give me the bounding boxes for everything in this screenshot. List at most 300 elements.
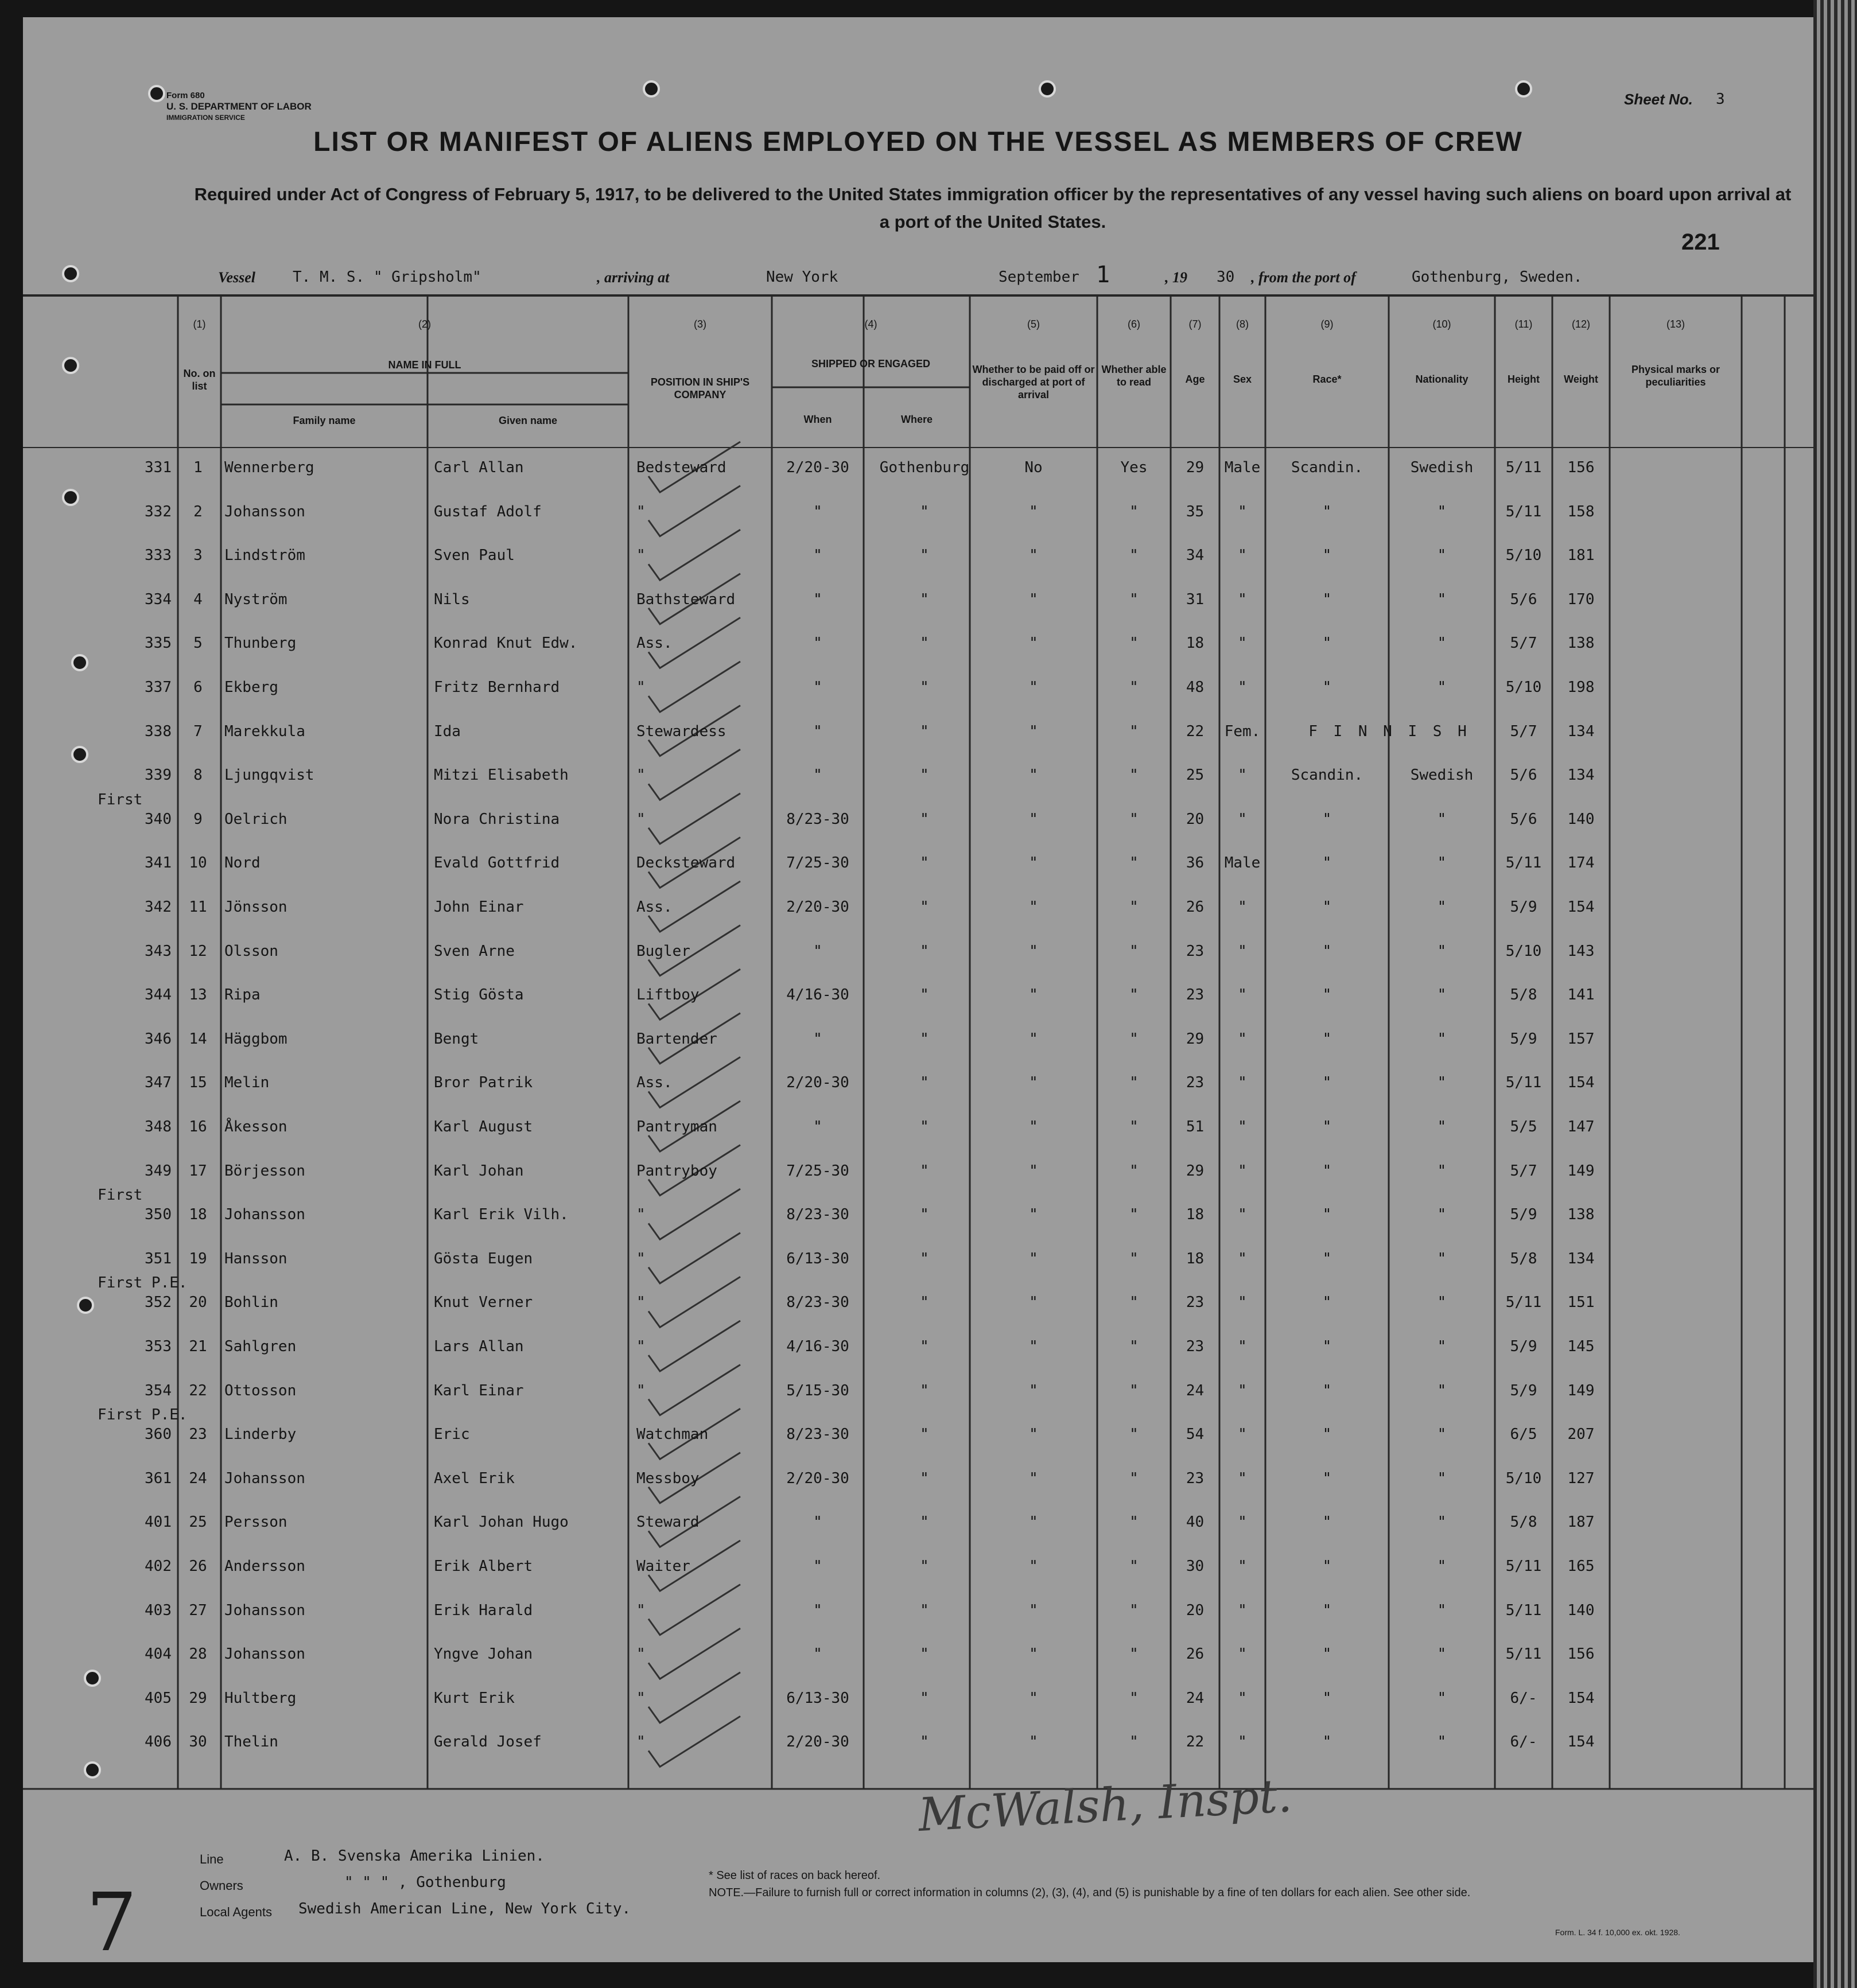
- cell-ref: 351: [145, 1250, 172, 1267]
- cell-no: 17: [189, 1162, 207, 1180]
- cell-read: ": [1129, 1558, 1139, 1575]
- cell-age: 23: [1186, 1338, 1205, 1355]
- cell-sex: ": [1238, 1689, 1247, 1707]
- cell-sex: ": [1238, 503, 1247, 520]
- cell-height: 5/10: [1505, 942, 1542, 960]
- cell-height: 6/5: [1510, 1426, 1537, 1444]
- owners-value: " " " , Gothenburg: [344, 1874, 506, 1891]
- cell-family: Melin: [224, 1074, 270, 1092]
- column-number: (6): [1128, 318, 1140, 330]
- cell-paid: ": [1029, 547, 1038, 565]
- cell-read: ": [1129, 1469, 1139, 1487]
- cell-no: 12: [189, 942, 207, 960]
- cell-weight: 157: [1567, 1030, 1595, 1048]
- cell-ref: 349: [145, 1162, 172, 1180]
- cell-no: 2: [193, 503, 203, 520]
- cell-family: Hansson: [224, 1250, 288, 1267]
- cell-nationality: Swedish: [1410, 459, 1474, 476]
- cell-weight: 127: [1567, 1469, 1595, 1487]
- cell-no: 18: [189, 1206, 207, 1224]
- cell-age: 23: [1186, 942, 1205, 960]
- cell-weight: 145: [1567, 1338, 1595, 1355]
- line-label: Line: [200, 1852, 224, 1866]
- cell-nationality: ": [1437, 1118, 1447, 1135]
- cell-family: Häggbom: [224, 1030, 288, 1048]
- cell-position: Ass.: [636, 1074, 673, 1092]
- cell-ref: 350: [145, 1206, 172, 1224]
- cell-family: Marekkula: [224, 722, 305, 740]
- cell-age: 54: [1186, 1426, 1205, 1444]
- cell-when: 7/25-30: [786, 854, 849, 872]
- cell-position: Pantryboy: [636, 1162, 717, 1180]
- cell-where: ": [920, 898, 929, 916]
- cell-position: ": [636, 1645, 646, 1663]
- cell-race: ": [1322, 1733, 1332, 1751]
- cell-given: Kurt Erik: [434, 1689, 515, 1707]
- cell-paid: ": [1029, 635, 1038, 652]
- cell-no: 28: [189, 1645, 207, 1663]
- cell-read: ": [1129, 1294, 1139, 1312]
- sheet-number-label: Sheet No.: [1624, 91, 1693, 108]
- cell-where: ": [920, 1294, 929, 1312]
- cell-height: 5/11: [1505, 854, 1542, 872]
- vessel-name: T. M. S. " Gripsholm": [293, 269, 481, 286]
- cell-when: ": [813, 590, 822, 608]
- cell-position: ": [636, 1601, 646, 1619]
- cell-no: 3: [193, 547, 203, 565]
- cell-paid: ": [1029, 1645, 1038, 1663]
- cell-given: Knut Verner: [434, 1294, 533, 1312]
- cell-family: Andersson: [224, 1558, 305, 1575]
- cell-height: 5/11: [1505, 1294, 1542, 1312]
- cell-where: ": [920, 1645, 929, 1663]
- cell-ref: 331: [145, 459, 172, 476]
- cell-when: ": [813, 1558, 822, 1575]
- cell-given: Nils: [434, 590, 470, 608]
- header-when: When: [803, 414, 832, 425]
- cell-given: Sven Paul: [434, 547, 515, 565]
- cell-race: ": [1322, 1074, 1332, 1092]
- cell-family: Wennerberg: [224, 459, 314, 476]
- cell-no: 1: [193, 459, 203, 476]
- cell-ref: 405: [145, 1689, 172, 1707]
- cell-sex: Fem.: [1224, 722, 1261, 740]
- cell-where: Gothenburg: [879, 459, 970, 476]
- cell-race: ": [1322, 590, 1332, 608]
- cell-position: Bartender: [636, 1030, 717, 1048]
- cell-paid: ": [1029, 1469, 1038, 1487]
- header-height: Height: [1508, 374, 1540, 385]
- header-paid-off: Whether to be paid off or discharged at port of arrival: [972, 364, 1095, 400]
- column-number: (11): [1514, 318, 1533, 330]
- cell-height: 5/11: [1505, 1558, 1542, 1575]
- cell-race: ": [1322, 1426, 1332, 1444]
- line-value: A. B. Svenska Amerika Linien.: [284, 1847, 545, 1865]
- cell-weight: 165: [1567, 1558, 1595, 1575]
- row-annotation: First P.E.: [98, 1406, 188, 1424]
- row-annotation: First: [98, 791, 143, 808]
- cell-height: 5/9: [1510, 1206, 1537, 1224]
- cell-family: Ripa: [224, 986, 261, 1004]
- row-annotation: First P.E.: [98, 1274, 188, 1292]
- cell-no: 15: [189, 1074, 207, 1092]
- cell-position: Waiter: [636, 1558, 690, 1575]
- cell-no: 6: [193, 679, 203, 696]
- cell-age: 25: [1186, 767, 1205, 784]
- cell-when: 7/25-30: [786, 1162, 849, 1180]
- cell-paid: ": [1029, 1206, 1038, 1224]
- cell-sex: ": [1238, 635, 1247, 652]
- cell-ref: 332: [145, 503, 172, 520]
- cell-sex: ": [1238, 1030, 1247, 1048]
- cell-weight: 156: [1567, 459, 1595, 476]
- cell-family: Thunberg: [224, 635, 297, 652]
- cell-given: Nora Christina: [434, 810, 560, 828]
- arrival-year: 30: [1217, 269, 1235, 286]
- cell-when: ": [813, 1601, 822, 1619]
- cell-race: ": [1322, 1294, 1332, 1312]
- department-name: U. S. DEPARTMENT OF LABOR: [166, 101, 312, 112]
- cell-weight: 154: [1567, 1074, 1595, 1092]
- cell-given: Karl August: [434, 1118, 533, 1135]
- cell-race: ": [1322, 1689, 1332, 1707]
- cell-ref: 337: [145, 679, 172, 696]
- cell-family: Börjesson: [224, 1162, 305, 1180]
- cell-no: 9: [193, 810, 203, 828]
- cell-height: 5/11: [1505, 1601, 1542, 1619]
- cell-read: ": [1129, 1601, 1139, 1619]
- cell-when: ": [813, 503, 822, 520]
- cell-nationality: ": [1437, 635, 1447, 652]
- cell-age: 36: [1186, 854, 1205, 872]
- cell-when: ": [813, 547, 822, 565]
- cell-paid: ": [1029, 1689, 1038, 1707]
- cell-given: Gerald Josef: [434, 1733, 542, 1751]
- cell-when: ": [813, 1645, 822, 1663]
- cell-nationality: ": [1437, 1382, 1447, 1399]
- cell-read: ": [1129, 1382, 1139, 1399]
- cell-sex: ": [1238, 590, 1247, 608]
- arrival-port: New York: [766, 269, 838, 286]
- cell-sex: ": [1238, 1558, 1247, 1575]
- cell-sex: ": [1238, 1118, 1247, 1135]
- cell-height: 5/9: [1510, 1382, 1537, 1399]
- cell-race: ": [1322, 1382, 1332, 1399]
- cell-height: 6/-: [1510, 1733, 1537, 1751]
- cell-age: 30: [1186, 1558, 1205, 1575]
- cell-weight: 134: [1567, 1250, 1595, 1267]
- arriving-label: , arriving at: [597, 269, 670, 286]
- cell-where: ": [920, 722, 929, 740]
- cell-read: ": [1129, 810, 1139, 828]
- arrival-month: September: [999, 269, 1079, 286]
- cell-where: ": [920, 1469, 929, 1487]
- cell-height: 5/7: [1510, 722, 1537, 740]
- cell-no: 25: [189, 1514, 207, 1531]
- cell-race: Scandin.: [1291, 767, 1363, 784]
- cell-where: ": [920, 1338, 929, 1355]
- header-family-name: Family name: [293, 415, 356, 426]
- page-subtitle: Required under Act of Congress of February 5, 1917, to be delivered to the United States immigration officer by the representatives of any vessel having such aliens on board upon arrival at a port of the United States.: [194, 184, 1792, 232]
- cell-where: ": [920, 986, 929, 1004]
- cell-age: 22: [1186, 1733, 1205, 1751]
- cell-paid: ": [1029, 1294, 1038, 1312]
- cell-sex: Male: [1224, 854, 1261, 872]
- cell-race: ": [1322, 942, 1332, 960]
- cell-weight: 181: [1567, 547, 1595, 565]
- cell-age: 18: [1186, 1250, 1205, 1267]
- cell-where: ": [920, 547, 929, 565]
- column-number: (10): [1432, 318, 1451, 330]
- cell-weight: 151: [1567, 1294, 1595, 1312]
- cell-height: 5/8: [1510, 986, 1537, 1004]
- cell-race: ": [1322, 679, 1332, 696]
- cell-when: ": [813, 635, 822, 652]
- cell-family: Jönsson: [224, 898, 288, 916]
- cell-nationality: Swedish: [1410, 767, 1474, 784]
- cell-no: 20: [189, 1294, 207, 1312]
- cell-ref: 404: [145, 1645, 172, 1663]
- cell-when: 4/16-30: [786, 986, 849, 1004]
- cell-family: Persson: [224, 1514, 288, 1531]
- cell-when: ": [813, 942, 822, 960]
- cell-ref: 346: [145, 1030, 172, 1048]
- cell-weight: 149: [1567, 1382, 1595, 1399]
- cell-paid: ": [1029, 810, 1038, 828]
- margin-mark: 7: [86, 1876, 138, 1970]
- cell-ref: 347: [145, 1074, 172, 1092]
- cell-no: 8: [193, 767, 203, 784]
- cell-weight: 187: [1567, 1514, 1595, 1531]
- cell-given: Mitzi Elisabeth: [434, 767, 569, 784]
- cell-age: 34: [1186, 547, 1205, 565]
- cell-read: ": [1129, 1250, 1139, 1267]
- column-number: (7): [1188, 318, 1202, 330]
- cell-where: ": [920, 1733, 929, 1751]
- cell-height: 5/11: [1505, 503, 1542, 520]
- cell-ref: 348: [145, 1118, 172, 1135]
- column-number: (8): [1236, 318, 1249, 330]
- cell-sex: ": [1238, 1250, 1247, 1267]
- cell-race: ": [1322, 1645, 1332, 1663]
- page-title: LIST OR MANIFEST OF ALIENS EMPLOYED ON THE VESSEL AS MEMBERS OF CREW: [313, 127, 1523, 157]
- cell-ref: 361: [145, 1469, 172, 1487]
- cell-no: 14: [189, 1030, 207, 1048]
- cell-sex: ": [1238, 1294, 1247, 1312]
- cell-sex: ": [1238, 1514, 1247, 1531]
- cell-height: 5/11: [1505, 1074, 1542, 1092]
- cell-no: 16: [189, 1118, 207, 1135]
- cell-when: 2/20-30: [786, 1074, 849, 1092]
- cell-age: 24: [1186, 1382, 1205, 1399]
- cell-position: Bedsteward: [636, 459, 727, 476]
- form-note: Form. L. 34 f. 10,000 ex. okt. 1928.: [1555, 1928, 1680, 1937]
- cell-sex: Male: [1224, 459, 1261, 476]
- column-number: (1): [193, 318, 206, 330]
- cell-sex: ": [1238, 942, 1247, 960]
- cell-weight: 134: [1567, 767, 1595, 784]
- cell-age: 18: [1186, 635, 1205, 652]
- cell-given: Erik Harald: [434, 1601, 533, 1619]
- cell-race: ": [1322, 1206, 1332, 1224]
- cell-weight: 149: [1567, 1162, 1595, 1180]
- cell-given: John Einar: [434, 898, 524, 916]
- cell-nationality: ": [1437, 679, 1447, 696]
- cell-paid: ": [1029, 1338, 1038, 1355]
- cell-family: Linderby: [224, 1426, 297, 1444]
- cell-paid: ": [1029, 1382, 1038, 1399]
- cell-read: ": [1129, 1338, 1139, 1355]
- cell-position: ": [636, 679, 646, 696]
- cell-position: Pantryman: [636, 1118, 717, 1135]
- cell-ref: 360: [145, 1426, 172, 1444]
- cell-weight: 147: [1567, 1118, 1595, 1135]
- header-weight: Weight: [1564, 374, 1598, 385]
- cell-position: ": [636, 810, 646, 828]
- cell-age: 51: [1186, 1118, 1205, 1135]
- column-number: (9): [1320, 318, 1334, 330]
- cell-no: 7: [193, 722, 203, 740]
- cell-family: Ottosson: [224, 1382, 297, 1399]
- cell-position: Messboy: [636, 1469, 700, 1487]
- cell-age: 20: [1186, 810, 1205, 828]
- cell-height: 5/11: [1505, 1645, 1542, 1663]
- cell-given: Stig Gösta: [434, 986, 524, 1004]
- cell-read: ": [1129, 1733, 1139, 1751]
- cell-ref: 339: [145, 767, 172, 784]
- cell-where: ": [920, 810, 929, 828]
- cell-nationality: ": [1437, 1689, 1447, 1707]
- cell-ref: 335: [145, 635, 172, 652]
- cell-read: ": [1129, 547, 1139, 565]
- cell-paid: ": [1029, 1514, 1038, 1531]
- cell-read: ": [1129, 1689, 1139, 1707]
- cell-family: Nord: [224, 854, 261, 872]
- cell-where: ": [920, 590, 929, 608]
- cell-given: Erik Albert: [434, 1558, 533, 1575]
- cell-read: ": [1129, 1074, 1139, 1092]
- cell-age: 48: [1186, 679, 1205, 696]
- cell-position: Bugler: [636, 942, 690, 960]
- cell-family: Johansson: [224, 1645, 305, 1663]
- column-number: (12): [1571, 318, 1590, 330]
- cell-where: ": [920, 1074, 929, 1092]
- cell-given: Bengt: [434, 1030, 479, 1048]
- header-where: Where: [900, 414, 933, 425]
- cell-where: ": [920, 1162, 929, 1180]
- cell-age: 22: [1186, 722, 1205, 740]
- cell-read: ": [1129, 679, 1139, 696]
- cell-nationality: ": [1437, 590, 1447, 608]
- cell-age: 18: [1186, 1206, 1205, 1224]
- cell-nationality: ": [1437, 503, 1447, 520]
- cell-given: Yngve Johan: [434, 1645, 533, 1663]
- vessel-label: Vessel: [218, 269, 255, 286]
- cell-given: Carl Allan: [434, 459, 524, 476]
- cell-age: 29: [1186, 459, 1205, 476]
- cell-no: 22: [189, 1382, 207, 1399]
- cell-where: ": [920, 679, 929, 696]
- cell-no: 23: [189, 1426, 207, 1444]
- cell-read: ": [1129, 986, 1139, 1004]
- cell-ref: 401: [145, 1514, 172, 1531]
- cell-family: Johansson: [224, 1601, 305, 1619]
- cell-given: Bror Patrik: [434, 1074, 533, 1092]
- cell-family: Johansson: [224, 1469, 305, 1487]
- cell-nationality: ": [1437, 1601, 1447, 1619]
- origin-port: Gothenburg, Sweden.: [1412, 269, 1583, 286]
- cell-nationality: ": [1437, 854, 1447, 872]
- header-no-on-list: No. on list: [183, 368, 216, 392]
- cell-nationality: ": [1437, 942, 1447, 960]
- cell-race: ": [1322, 1118, 1332, 1135]
- cell-ref: 338: [145, 722, 172, 740]
- cell-family: Ljungqvist: [224, 767, 314, 784]
- cell-height: 5/9: [1510, 1338, 1537, 1355]
- cell-sex: ": [1238, 1074, 1247, 1092]
- cell-where: ": [920, 942, 929, 960]
- cell-race: F I N N I S H: [1308, 722, 1470, 740]
- cell-given: Sven Arne: [434, 942, 515, 960]
- cell-weight: 138: [1567, 635, 1595, 652]
- cell-no: 24: [189, 1469, 207, 1487]
- cell-given: Eric: [434, 1426, 470, 1444]
- cell-ref: 402: [145, 1558, 172, 1575]
- owners-label: Owners: [200, 1878, 243, 1893]
- cell-read: Yes: [1120, 459, 1148, 476]
- cell-race: ": [1322, 503, 1332, 520]
- column-number: (13): [1666, 318, 1685, 330]
- cell-when: ": [813, 1030, 822, 1048]
- cell-position: Stewardess: [636, 722, 727, 740]
- cell-sex: ": [1238, 1601, 1247, 1619]
- cell-age: 23: [1186, 1469, 1205, 1487]
- cell-age: 26: [1186, 1645, 1205, 1663]
- sheet-number-value: 3: [1716, 91, 1725, 108]
- cell-where: ": [920, 1426, 929, 1444]
- cell-read: ": [1129, 942, 1139, 960]
- cell-where: ": [920, 503, 929, 520]
- cell-paid: ": [1029, 1074, 1038, 1092]
- cell-race: ": [1322, 898, 1332, 916]
- column-number: (5): [1027, 318, 1040, 330]
- cell-when: 2/20-30: [786, 459, 849, 476]
- cell-no: 30: [189, 1733, 207, 1751]
- cell-family: Thelin: [224, 1733, 278, 1751]
- header-able-to-read: Whether able to read: [1101, 364, 1167, 388]
- cell-where: ": [920, 635, 929, 652]
- cell-weight: 154: [1567, 1689, 1595, 1707]
- cell-ref: 403: [145, 1601, 172, 1619]
- cell-no: 4: [193, 590, 203, 608]
- cell-ref: 342: [145, 898, 172, 916]
- cell-nationality: ": [1437, 1294, 1447, 1312]
- header-given-name: Given name: [498, 415, 558, 426]
- cell-weight: 170: [1567, 590, 1595, 608]
- cell-height: 5/9: [1510, 1030, 1537, 1048]
- cell-no: 27: [189, 1601, 207, 1619]
- cell-nationality: ": [1437, 1162, 1447, 1180]
- cell-race: ": [1322, 810, 1332, 828]
- penalty-note: NOTE.—Failure to furnish full or correct information in columns (2), (3), (4), and (5) is punishable by a fine of ten dollars for each alien. See other side.: [709, 1886, 1471, 1899]
- cell-weight: 174: [1567, 854, 1595, 872]
- cell-read: ": [1129, 1118, 1139, 1135]
- cell-paid: ": [1029, 1426, 1038, 1444]
- cell-paid: ": [1029, 1558, 1038, 1575]
- cell-sex: ": [1238, 547, 1247, 565]
- cell-given: Axel Erik: [434, 1469, 515, 1487]
- cell-paid: ": [1029, 1030, 1038, 1048]
